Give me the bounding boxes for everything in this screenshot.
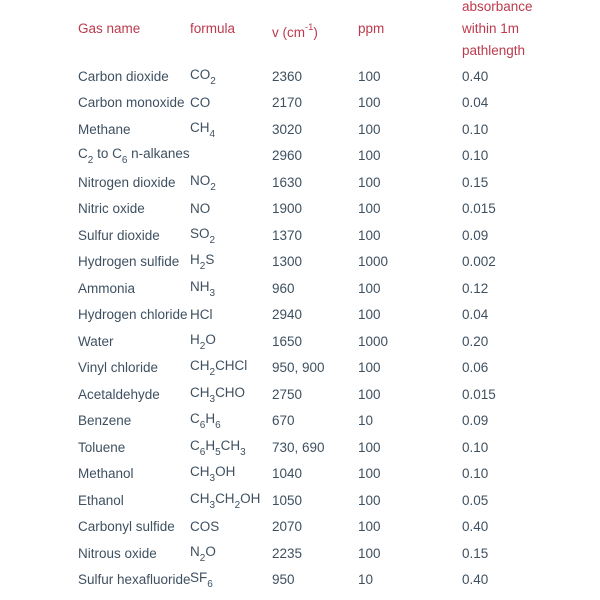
cell-absorbance: 0.04 [462,307,489,323]
header-gas-name-label: Gas name [78,21,141,36]
cell-wavenumber: 960 [272,280,295,296]
cell-gas-name: Methane [78,121,131,137]
cell-formula: $NO_2$ [190,172,216,193]
cell-ppm: 100 [358,386,381,402]
header-absorbance-line-2: within 1m [462,20,520,36]
cell-absorbance: 0.09 [462,227,489,243]
cell-wavenumber: 2170 [272,95,303,111]
header-gas-name [78,0,190,65]
cell-ppm: 100 [358,227,381,243]
cell-absorbance: 0.06 [462,360,489,376]
cell-ppm: 100 [358,148,381,164]
table-row [78,196,600,223]
cell-wavenumber: 670 [272,413,295,429]
header-ppm-label: ppm [358,21,385,36]
cell-absorbance: 0.10 [462,466,489,482]
cell-wavenumber: 730, 690 [272,439,325,455]
cell-ppm: 100 [358,280,381,296]
cell-gas-name: Hydrogen chloride [78,307,188,323]
table-row [78,434,600,461]
cell-wavenumber: 1300 [272,254,303,270]
cell-gas-name: Hydrogen sulfide [78,254,180,270]
cell-gas-name: Sulfur hexafluoride [78,572,191,588]
cell-formula: $CH_3CH_2OH$ [190,490,261,511]
cell-absorbance: 0.05 [462,492,489,508]
table-body [78,63,600,593]
cell-absorbance: 0.015 [462,386,496,402]
cell-absorbance: 0.40 [462,519,489,535]
cell-gas-name: Acetaldehyde [78,386,160,402]
cell-ppm: 100 [358,68,381,84]
cell-wavenumber: 2360 [272,68,303,84]
cell-gas-name: Vinyl chloride [78,360,159,376]
table-row [78,487,600,514]
table-row [78,143,600,170]
table-row [78,90,600,117]
cell-gas-name: Carbonyl sulfide [78,519,175,535]
cell-wavenumber: 1630 [272,174,303,190]
table-row [78,222,600,249]
cell-formula: $H_2O$ [190,331,216,352]
cell-absorbance: 0.20 [462,333,489,349]
cell-wavenumber: 1650 [272,333,303,349]
cell-absorbance: 0.09 [462,413,489,429]
cell-wavenumber: 2070 [272,519,303,535]
cell-gas-name: Toluene [78,439,126,455]
cell-formula: HCl [190,307,213,323]
cell-absorbance: 0.15 [462,545,489,561]
cell-formula: $H_2S$ [190,252,215,273]
cell-wavenumber: 950 [272,572,295,588]
cell-ppm: 100 [358,545,381,561]
cell-formula: NO [190,201,211,217]
cell-formula: $N_2O$ [190,543,216,564]
cell-gas-name: Carbon dioxide [78,68,169,84]
cell-gas-name: Benzene [78,413,132,429]
cell-ppm: 1000 [358,333,389,349]
cell-wavenumber: 2235 [272,545,303,561]
cell-ppm: 100 [358,201,381,217]
cell-formula: CO [190,95,211,111]
cell-ppm: 100 [358,95,381,111]
table-row [78,63,600,90]
cell-ppm: 100 [358,121,381,137]
table-row [78,514,600,541]
cell-wavenumber: 2940 [272,307,303,323]
cell-ppm: 100 [358,492,381,508]
cell-wavenumber: 2750 [272,386,303,402]
cell-ppm: 1000 [358,254,389,270]
cell-gas-name: Ethanol [78,492,124,508]
table-row [78,169,600,196]
header-ppm [358,0,462,65]
table-row [78,567,600,594]
table-row [78,408,600,435]
table-row [78,355,600,382]
cell-ppm: 100 [358,519,381,535]
cell-absorbance: 0.40 [462,68,489,84]
cell-wavenumber: 1040 [272,466,303,482]
cell-gas-name: Nitric oxide [78,201,145,217]
cell-formula: $CH_3CHO$ [190,384,246,405]
header-absorbance-line-1: absorbance [462,0,533,14]
cell-ppm: 100 [358,466,381,482]
cell-formula: $CH_4$ [190,119,216,140]
header-absorbance-line-3: pathlength [462,42,526,58]
cell-gas-name: Nitrogen dioxide [78,174,176,190]
table-row [78,302,600,329]
gas-absorbance-table [78,0,600,593]
cell-gas-name: Ammonia [78,280,136,296]
header-formula [190,0,272,65]
cell-wavenumber: 1050 [272,492,303,508]
cell-formula: $NH_3$ [190,278,216,299]
cell-formula: COS [190,519,220,535]
header-wavenumber [272,0,358,65]
cell-absorbance: 0.10 [462,439,489,455]
cell-absorbance: 0.10 [462,121,489,137]
cell-formula: $SF_6$ [190,570,213,591]
cell-absorbance: 0.15 [462,174,489,190]
table-row [78,275,600,302]
cell-gas-name: $C_2$ to $C_6$ n-alkanes [78,146,190,167]
cell-wavenumber: 3020 [272,121,303,137]
cell-gas-name: Nitrous oxide [78,545,157,561]
cell-absorbance: 0.015 [462,201,496,217]
cell-gas-name: Water [78,333,114,349]
cell-ppm: 100 [358,307,381,323]
table-row [78,116,600,143]
cell-gas-name: Sulfur dioxide [78,227,160,243]
header-absorbance [462,0,592,61]
cell-wavenumber: 1370 [272,227,303,243]
cell-formula: $CH_3OH$ [190,464,236,485]
cell-formula: $CO_2$ [190,66,216,87]
table-row [78,540,600,567]
cell-absorbance: 0.12 [462,280,489,296]
cell-absorbance: 0.10 [462,148,489,164]
cell-ppm: 10 [358,413,374,429]
table-header-row [78,0,600,63]
cell-gas-name: Carbon monoxide [78,95,185,111]
cell-gas-name: Methanol [78,466,134,482]
cell-formula: $C_6H_5CH_3$ [190,437,246,458]
cell-absorbance: 0.002 [462,254,496,270]
cell-absorbance: 0.04 [462,95,489,111]
cell-wavenumber: 950, 900 [272,360,325,376]
cell-formula: $CH_2CHCl$ [190,358,248,379]
cell-absorbance: 0.40 [462,572,489,588]
header-wavenumber-label: v $(cm^{-1})$ [272,22,318,40]
cell-ppm: 100 [358,439,381,455]
table-row [78,381,600,408]
cell-wavenumber: 2960 [272,148,303,164]
table-row [78,249,600,276]
header-formula-label: formula [190,21,236,36]
cell-formula: $C_6H_6$ [190,411,221,432]
cell-ppm: 100 [358,174,381,190]
cell-ppm: 100 [358,360,381,376]
table-row [78,328,600,355]
table-row [78,461,600,488]
cell-formula: $SO_2$ [190,225,216,246]
cell-ppm: 10 [358,572,374,588]
cell-wavenumber: 1900 [272,201,303,217]
